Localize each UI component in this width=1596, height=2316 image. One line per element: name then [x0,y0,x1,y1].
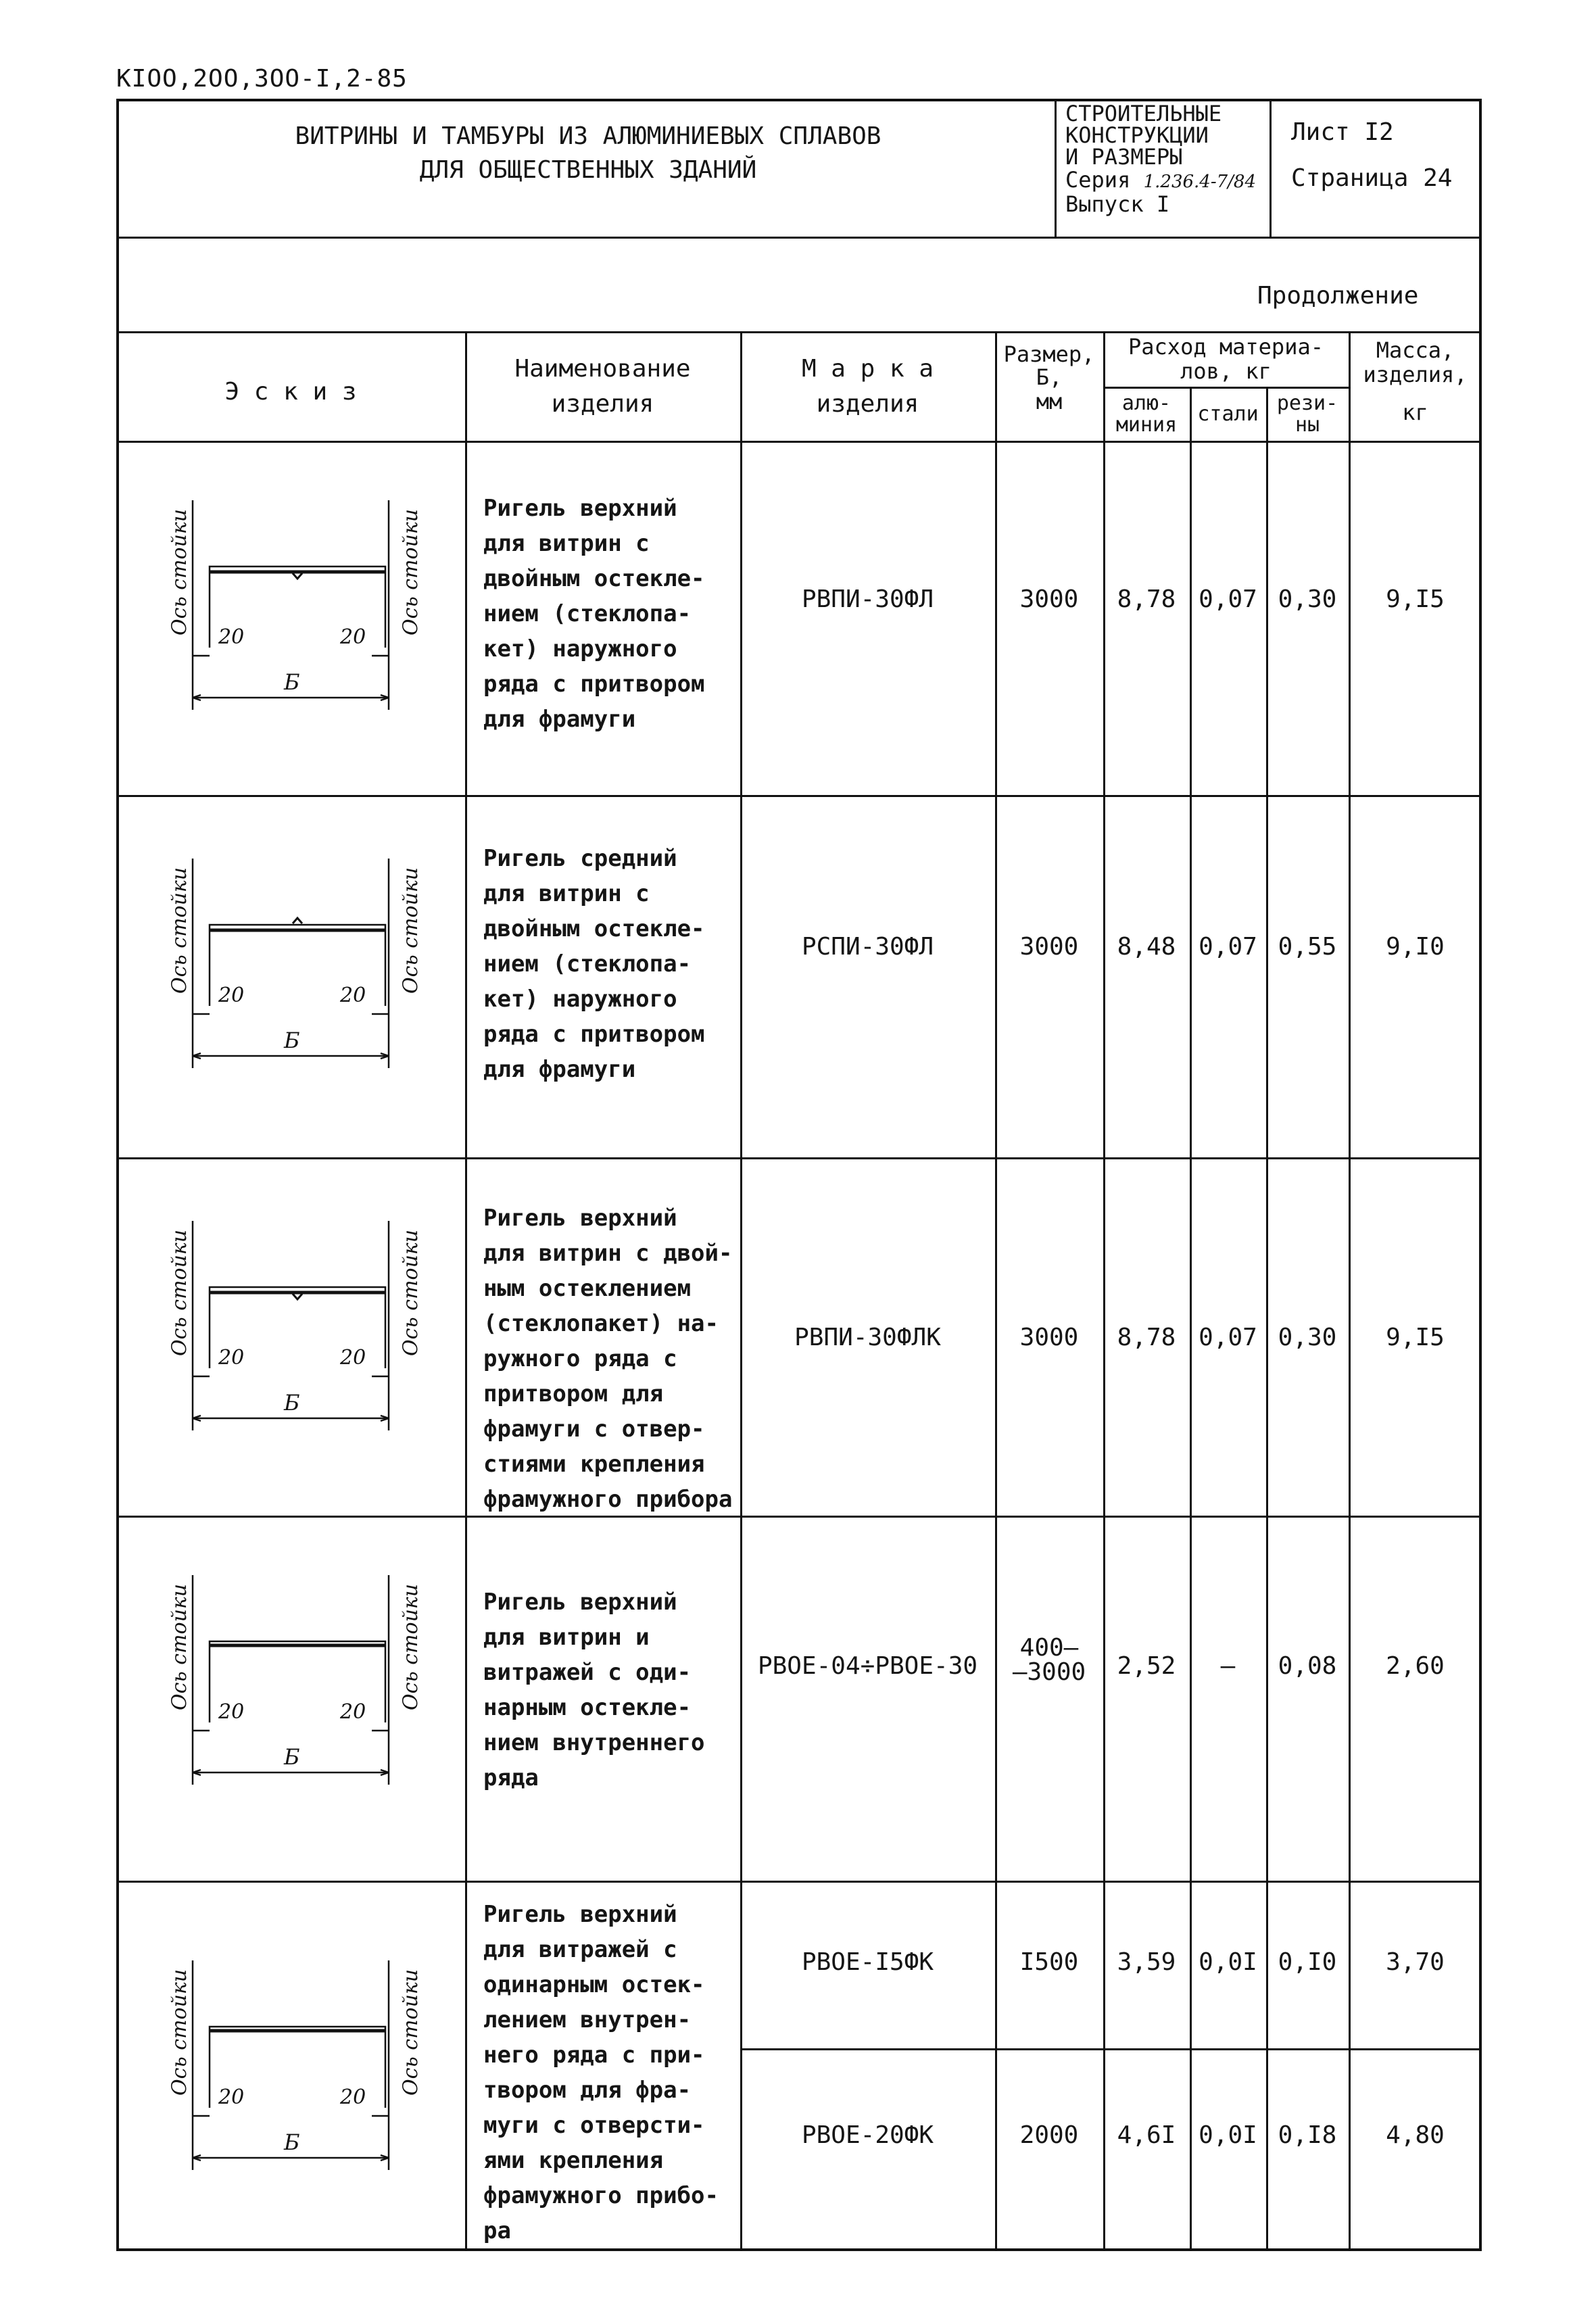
dim-label-right: 20 [340,1346,366,1370]
dim-label-left: 20 [218,1346,245,1370]
axis-label-right: Ось стойки [399,1583,422,1710]
axis-label-left: Ось стойки [168,1583,191,1710]
row-5b-mark: РВОЕ-20ФК [801,2121,934,2149]
row-1-mass: 9,I5 [1386,585,1445,613]
sketch-drawing [166,1207,422,1437]
row-5-name: Ригель верхний для витражей с одинарным остек- лением внутрен- него ряда с при- твором для фра- муги с отверсти- ями крепления фрамужного прибо- ра [483,1901,719,2244]
table-top-line [116,331,1482,333]
document-title-line-1: ВИТРИНЫ И ТАМБУРЫ ИЗ АЛЮМИНИЕВЫХ СПЛАВОВ [295,122,881,150]
dim-label-left: 20 [218,984,245,1007]
dim-label-right: 20 [340,2085,366,2109]
b-label: Б [284,1744,300,1770]
row-3-mass: 9,I5 [1386,1324,1445,1351]
header-size-3: мм [1036,389,1063,414]
document-code: KIOO,2OO,3OO-I,2-85 [116,65,408,93]
row-2-steel: 0,07 [1199,933,1257,961]
header-name-2: изделия [551,390,654,418]
row-5a-mass: 3,70 [1386,1948,1445,1976]
title-stamp-divider [1055,99,1057,238]
row-5b-size: 2000 [1019,2121,1079,2149]
stamp-series-value: 1.236.4-7/84 [1143,172,1257,192]
row-4-steel: – [1220,1652,1236,1680]
sketch-drawing [166,487,422,717]
axis-label-right: Ось стойки [399,508,422,635]
axis-label-left: Ось стойки [168,1969,191,2096]
row-4-size-1: 400– [1019,1634,1079,1662]
axis-label-right: Ось стойки [399,1229,422,1356]
row-2-mark: РСПИ-30ФЛ [801,933,934,961]
header-mass-3: кг [1402,400,1428,425]
row-2-mass: 9,I0 [1386,933,1445,961]
stamp-sheet-divider [1269,99,1272,238]
axis-label-left: Ось стойки [168,867,191,994]
stamp-line-1: СТРОИТЕЛЬНЫЕ [1065,101,1222,126]
stamp-series [1065,169,1256,193]
row-4-mass: 2,60 [1386,1652,1445,1680]
row-2-name: Ригель средний для витрин с двойным остекле- нием (стеклопа- кет) наружного ряда с притвором для фрамуги [483,845,705,1083]
row-1-size: 3000 [1019,585,1079,613]
b-label: Б [284,2129,300,2155]
dim-label-right: 20 [340,1700,366,1724]
header-steel: стали [1197,402,1259,426]
row-5b-rubber: 0,I8 [1278,2121,1337,2149]
dim-label-right: 20 [340,625,366,649]
b-label: Б [284,1028,300,1053]
sketch-drawing [166,1562,422,1791]
b-label: Б [284,669,300,695]
row-5a-size: I500 [1019,1948,1079,1976]
row-separator [116,1881,1482,1883]
sketch-drawing [166,1947,422,2177]
row-1-name: Ригель верхний для витрин с двойным остекле- нием (стеклопа- кет) наружного ряда с притвором для фрамуги [483,495,705,733]
header-mass-2: изделия, [1363,362,1468,387]
row-4-rubber: 0,08 [1278,1652,1337,1680]
row-4-aluminium: 2,52 [1117,1652,1176,1680]
row-1-steel: 0,07 [1199,585,1257,613]
dim-label-left: 20 [218,2085,245,2109]
header-rubber-1: рези- [1276,391,1338,415]
row-separator [116,795,1482,797]
row-5b-mass: 4,80 [1386,2121,1445,2149]
axis-label-right: Ось стойки [399,1969,422,2096]
sub-row-separator [740,2048,1482,2050]
header-consumption-1: Расход материа- [1128,334,1324,360]
row-2-size: 3000 [1019,933,1079,961]
row-4-name: Ригель верхний для витрин и витражей с оди- нарным остекле- нием внутреннего ряда [483,1589,705,1791]
row-5b-steel: 0,0I [1199,2121,1257,2149]
row-4-mark: РВОЕ-04÷РВОЕ-30 [757,1652,978,1680]
header-mark-1: М а р к а [801,355,934,383]
dim-label-left: 20 [218,625,245,649]
header-aluminium-1: алю- [1121,391,1171,415]
row-2-aluminium: 8,48 [1117,933,1176,961]
row-3-size: 3000 [1019,1324,1079,1351]
axis-label-left: Ось стойки [168,1229,191,1356]
dim-label-left: 20 [218,1700,245,1724]
row-3-mark: РВПИ-30ФЛК [794,1324,941,1351]
stamp-series-label: Серия [1065,167,1131,193]
row-5a-aluminium: 3,59 [1117,1948,1176,1976]
row-1-rubber: 0,30 [1278,585,1337,613]
stamp-line-2: КОНСТРУКЦИИ [1065,122,1209,148]
dim-label-right: 20 [340,984,366,1007]
header-aluminium-2: миния [1115,413,1178,437]
row-5b-aluminium: 4,6I [1117,2121,1176,2149]
document-title-line-2: ДЛЯ ОБЩЕСТВЕННЫХ ЗДАНИЙ [419,156,757,184]
row-4-size-2: –3000 [1012,1658,1086,1686]
row-separator [116,1157,1482,1159]
stamp-line-3: И РАЗМЕРЫ [1065,144,1183,170]
row-3-aluminium: 8,78 [1117,1324,1176,1351]
row-3-steel: 0,07 [1199,1324,1257,1351]
axis-label-left: Ось стойки [168,508,191,635]
continuation-label: Продолжение [1257,282,1419,310]
stamp-issue: Выпуск I [1065,191,1170,217]
header-sketch: Э с к и з [224,378,357,406]
row-1-mark: РВПИ-30ФЛ [801,585,934,613]
row-5a-rubber: 0,I0 [1278,1948,1337,1976]
header-mass-1: Масса, [1376,337,1455,363]
title-block-bottom-line [116,237,1482,239]
row-separator [116,1516,1482,1518]
row-5a-mark: РВОЕ-I5ФК [801,1948,934,1976]
row-1-aluminium: 8,78 [1117,585,1176,613]
b-label: Б [284,1390,300,1416]
row-2-rubber: 0,55 [1278,933,1337,961]
row-3-name: Ригель верхний для витрин с двой- ным остеклением (стеклопакет) на- ружного ряда с притвором для фрамуги с отвер- стиями крепления фрамужного прибора [483,1205,733,1513]
sketch-drawing [166,845,422,1075]
row-3-rubber: 0,30 [1278,1324,1337,1351]
sheet-number: Лист I2 [1291,118,1394,146]
header-size-2: Б, [1036,364,1063,390]
consumption-subheader-line [1103,387,1349,389]
header-size-1: Размер, [1003,341,1095,367]
header-bottom-line [116,441,1482,443]
axis-label-right: Ось стойки [399,867,422,994]
header-rubber-2: ны [1295,413,1320,437]
row-5a-steel: 0,0I [1199,1948,1257,1976]
header-consumption-2: лов, кг [1180,358,1272,384]
header-name-1: Наименование [514,355,691,383]
col-line-sketch-name [465,331,467,2251]
page-number: Страница 24 [1291,164,1453,192]
header-mark-2: изделия [816,390,919,418]
